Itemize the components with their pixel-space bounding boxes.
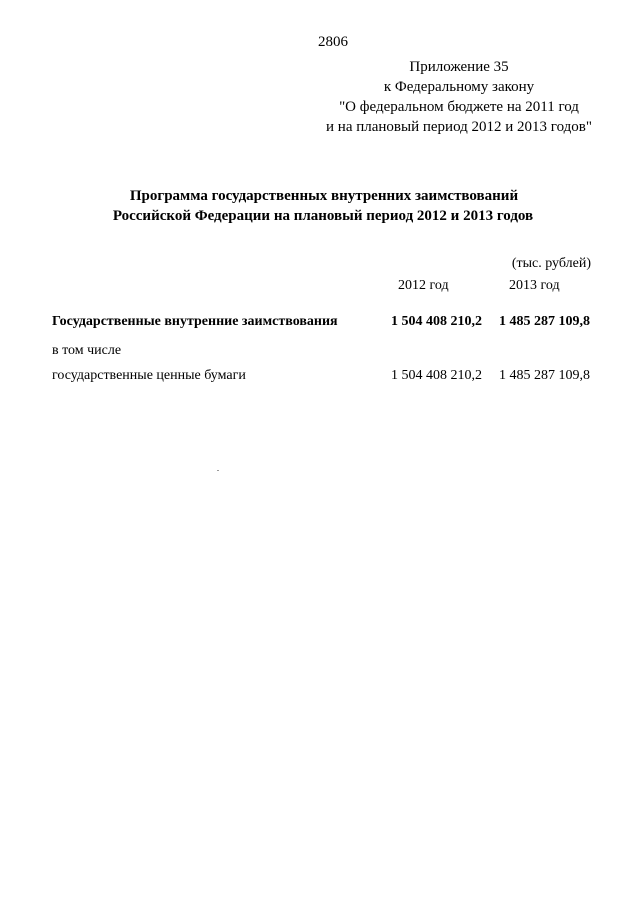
column-header-2012: 2012 год bbox=[398, 278, 449, 293]
title-line-1: Программа государственных внутренних заимствований bbox=[129, 188, 519, 204]
row-label: Государственные внутренние заимствования bbox=[52, 314, 338, 329]
document-title bbox=[0, 186, 640, 226]
appendix-law-title-cont: и на плановый период 2012 и 2013 годов" bbox=[326, 119, 592, 135]
row-label: в том числе bbox=[52, 343, 122, 358]
units-label: (тыс. рублей) bbox=[511, 256, 591, 271]
value-2013: 1 485 287 109,8 bbox=[499, 368, 590, 383]
table-row-securities bbox=[0, 368, 640, 388]
value-2012: 1 504 408 210,2 bbox=[391, 368, 482, 383]
table-row-total bbox=[0, 314, 640, 334]
value-2013: 1 485 287 109,8 bbox=[499, 314, 590, 329]
row-label: государственные ценные бумаги bbox=[52, 368, 246, 383]
scan-speck bbox=[217, 470, 219, 471]
appendix-law-title: "О федеральном бюджете на 2011 год bbox=[339, 99, 579, 115]
title-line-2: Российской Федерации на плановый период 2012 и 2013 годов bbox=[112, 208, 534, 224]
value-2012: 1 504 408 210,2 bbox=[391, 314, 482, 329]
appendix-header bbox=[326, 57, 592, 137]
table-row-including bbox=[0, 343, 640, 363]
appendix-law-ref: к Федеральному закону bbox=[383, 79, 535, 95]
appendix-number: Приложение 35 bbox=[409, 59, 509, 75]
column-header-2013: 2013 год bbox=[509, 278, 560, 293]
page-number: 2806 bbox=[318, 34, 348, 50]
